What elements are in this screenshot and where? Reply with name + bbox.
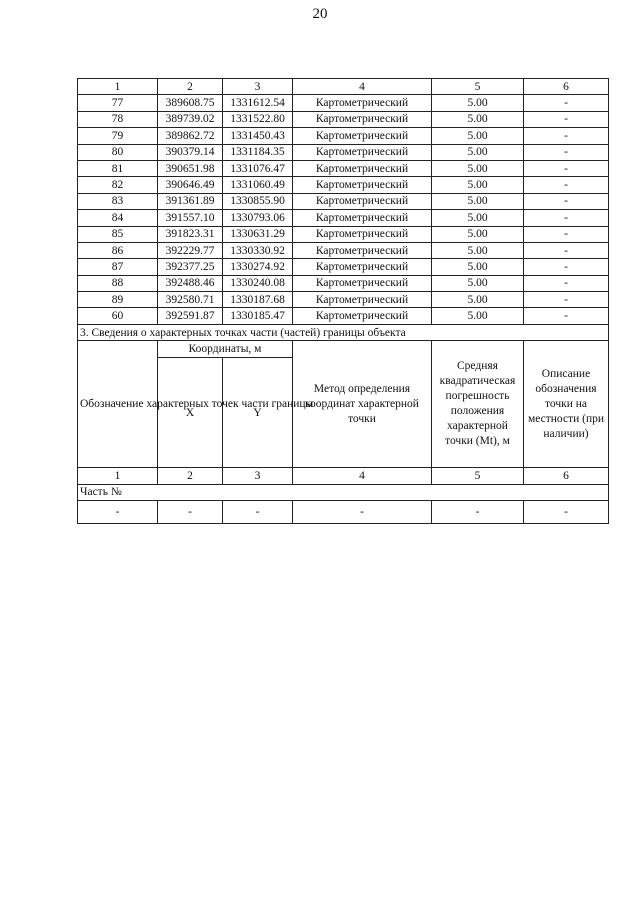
description: -	[524, 275, 609, 291]
description: -	[524, 210, 609, 226]
mt-value: 5.00	[432, 111, 524, 127]
method: Картометрический	[293, 160, 432, 176]
y-coordinate: 1331184.35	[223, 144, 293, 160]
x-coordinate: 390379.14	[158, 144, 223, 160]
mt-value: 5.00	[432, 292, 524, 308]
mt-value: 5.00	[432, 193, 524, 209]
column-number: 4	[293, 468, 432, 484]
part-label: Часть №	[78, 484, 609, 500]
y-coordinate: 1330274.92	[223, 259, 293, 275]
mt-header: Средняя квадратическая погрешность положения характерной точки (Mt), м	[432, 341, 524, 468]
description: -	[524, 292, 609, 308]
method: Картометрический	[293, 259, 432, 275]
x-coordinate: 389739.02	[158, 111, 223, 127]
description: -	[524, 177, 609, 193]
x-coordinate: 390651.98	[158, 160, 223, 176]
method: Картометрический	[293, 242, 432, 258]
table-row	[78, 111, 609, 127]
method: Картометрический	[293, 128, 432, 144]
point-number: 84	[78, 210, 158, 226]
column-number-row	[78, 79, 609, 95]
column-number: 5	[432, 79, 524, 95]
point-number: 85	[78, 226, 158, 242]
y-coordinate: 1330855.90	[223, 193, 293, 209]
y-header: Y	[223, 358, 293, 468]
method: Картометрический	[293, 226, 432, 242]
x-coordinate: 390646.49	[158, 177, 223, 193]
x-coordinate: 389862.72	[158, 128, 223, 144]
method: Картометрический	[293, 308, 432, 324]
empty-values-row	[78, 501, 609, 524]
method: Картометрический	[293, 177, 432, 193]
y-coordinate: 1330793.06	[223, 210, 293, 226]
column-number: 6	[524, 79, 609, 95]
table-row	[78, 242, 609, 258]
table-row	[78, 210, 609, 226]
table-row	[78, 226, 609, 242]
description: -	[524, 193, 609, 209]
description: -	[524, 95, 609, 111]
x-coordinate: 392488.46	[158, 275, 223, 291]
description: -	[524, 144, 609, 160]
point-number: 86	[78, 242, 158, 258]
x-coordinate: 391557.10	[158, 210, 223, 226]
point-number: 79	[78, 128, 158, 144]
mt-value: 5.00	[432, 210, 524, 226]
y-coordinate: 1331522.80	[223, 111, 293, 127]
x-header: X	[158, 358, 223, 468]
point-number: 82	[78, 177, 158, 193]
designation-header: Обозначение характерных точек части границы	[78, 341, 158, 468]
empty-value: -	[78, 501, 158, 524]
column-number: 2	[158, 79, 223, 95]
empty-value: -	[293, 501, 432, 524]
method: Картометрический	[293, 292, 432, 308]
description: -	[524, 308, 609, 324]
y-coordinate: 1331076.47	[223, 160, 293, 176]
method: Картометрический	[293, 275, 432, 291]
point-number: 87	[78, 259, 158, 275]
table-row	[78, 193, 609, 209]
x-coordinate: 392580.71	[158, 292, 223, 308]
description-header: Описание обозначения точки на местности (при наличии)	[524, 341, 609, 468]
mt-value: 5.00	[432, 144, 524, 160]
method: Картометрический	[293, 210, 432, 226]
column-number: 1	[78, 79, 158, 95]
y-coordinate: 1330185.47	[223, 308, 293, 324]
section-3-header-row	[78, 341, 609, 358]
column-number: 5	[432, 468, 524, 484]
section-3-title: 3. Сведения о характерных точках части (частей) границы объекта	[78, 324, 609, 340]
point-number: 80	[78, 144, 158, 160]
y-coordinate: 1331450.43	[223, 128, 293, 144]
x-coordinate: 389608.75	[158, 95, 223, 111]
mt-value: 5.00	[432, 128, 524, 144]
page-number: 20	[312, 6, 328, 22]
point-number: 78	[78, 111, 158, 127]
column-number: 4	[293, 79, 432, 95]
column-number: 6	[524, 468, 609, 484]
table-row	[78, 308, 609, 324]
point-number: 89	[78, 292, 158, 308]
column-number: 2	[158, 468, 223, 484]
y-coordinate: 1330631.29	[223, 226, 293, 242]
table-row	[78, 259, 609, 275]
mt-value: 5.00	[432, 259, 524, 275]
description: -	[524, 160, 609, 176]
method: Картометрический	[293, 193, 432, 209]
method: Картометрический	[293, 144, 432, 160]
y-coordinate: 1330240.08	[223, 275, 293, 291]
y-coordinate: 1331612.54	[223, 95, 293, 111]
empty-value: -	[432, 501, 524, 524]
mt-value: 5.00	[432, 160, 524, 176]
description: -	[524, 128, 609, 144]
column-number: 1	[78, 468, 158, 484]
description: -	[524, 259, 609, 275]
table-row	[78, 128, 609, 144]
method-header: Метод определения координат характерной точки	[293, 341, 432, 468]
mt-value: 5.00	[432, 275, 524, 291]
description: -	[524, 242, 609, 258]
column-number: 3	[223, 79, 293, 95]
table-row	[78, 144, 609, 160]
y-coordinate: 1330330.92	[223, 242, 293, 258]
point-number: 60	[78, 308, 158, 324]
point-number: 81	[78, 160, 158, 176]
method: Картометрический	[293, 95, 432, 111]
x-coordinate: 392591.87	[158, 308, 223, 324]
x-coordinate: 391361.89	[158, 193, 223, 209]
coordinates-header: Координаты, м	[158, 341, 293, 358]
x-coordinate: 392377.25	[158, 259, 223, 275]
coordinates-table	[77, 78, 609, 524]
point-number: 88	[78, 275, 158, 291]
column-number: 3	[223, 468, 293, 484]
description: -	[524, 226, 609, 242]
table-row	[78, 160, 609, 176]
mt-value: 5.00	[432, 242, 524, 258]
table-row	[78, 292, 609, 308]
section-3-column-number-row	[78, 468, 609, 484]
x-coordinate: 391823.31	[158, 226, 223, 242]
table-row	[78, 95, 609, 111]
mt-value: 5.00	[432, 95, 524, 111]
method: Картометрический	[293, 111, 432, 127]
y-coordinate: 1331060.49	[223, 177, 293, 193]
mt-value: 5.00	[432, 226, 524, 242]
table-row	[78, 275, 609, 291]
mt-value: 5.00	[432, 177, 524, 193]
point-number: 83	[78, 193, 158, 209]
part-label-row	[78, 484, 609, 500]
empty-value: -	[524, 501, 609, 524]
point-number: 77	[78, 95, 158, 111]
x-coordinate: 392229.77	[158, 242, 223, 258]
description: -	[524, 111, 609, 127]
section-3-title-row	[78, 324, 609, 340]
empty-value: -	[158, 501, 223, 524]
table-row	[78, 177, 609, 193]
y-coordinate: 1330187.68	[223, 292, 293, 308]
mt-value: 5.00	[432, 308, 524, 324]
empty-value: -	[223, 501, 293, 524]
